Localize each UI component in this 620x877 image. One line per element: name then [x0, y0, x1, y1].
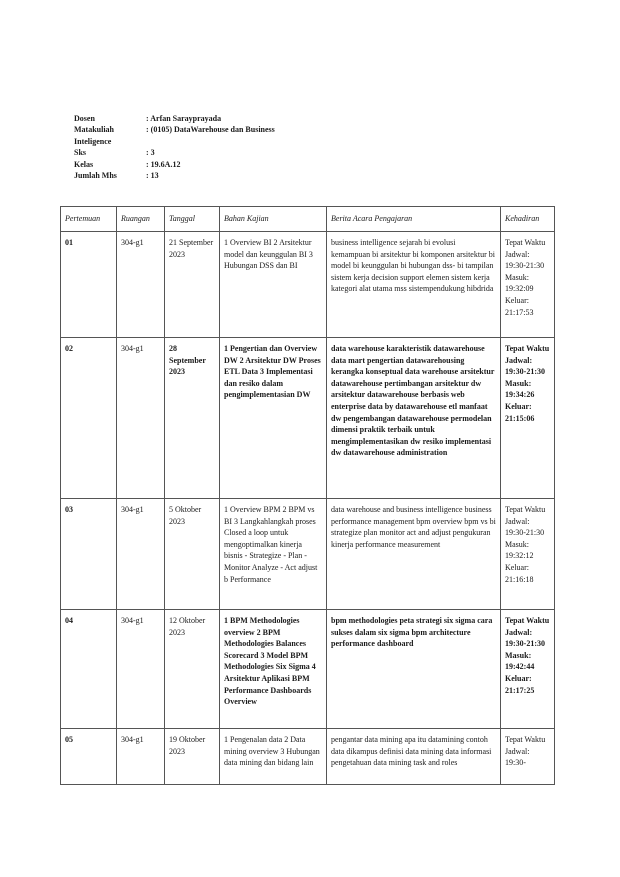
info-row-matakuliah — [74, 124, 374, 135]
header-bahan-kajian: Bahan Kajian — [220, 207, 327, 232]
ruangan-cell: 304-g1 — [117, 729, 165, 785]
header-ruangan: Ruangan — [117, 207, 165, 232]
schedule-table — [60, 206, 555, 785]
matakuliah-label: Matakuliah — [74, 125, 115, 135]
table-header-row — [61, 207, 555, 232]
pertemuan-cell: 02 — [61, 338, 117, 499]
dosen-label: Dosen — [74, 114, 95, 123]
table-row — [61, 499, 555, 610]
header-berita-acara: Berita Acara Pengajaran — [327, 207, 501, 232]
ruangan-cell: 304-g1 — [117, 338, 165, 499]
berita-acara-cell: business intelligence sejarah bi evolusi kemampuan bi arsitektur bi komponen arsitektur bi model bi keunggulan bi hubungan dss- bi tampilan sistem kerja decision support elemen sistem kerja kategori alat utama mss sistempendukung hibdrida — [327, 232, 501, 338]
matakuliah-value: : (0105) DataWarehouse dan Business — [146, 124, 374, 135]
berita-acara-cell: data warehouse and business intelligence business performance management bpm overview bpm vs bi strategize plan monitor act and adjust pengukuran kinerja performance measurement — [327, 499, 501, 610]
dosen-value: : Arfan Sarayprayada — [146, 113, 374, 124]
kehadiran-cell: Tepat Waktu Jadwal: 19:30-21:30 Masuk: 19:32:12 Keluar: 21:16:18 — [501, 499, 555, 610]
info-row-kelas — [74, 159, 374, 170]
jumlah-label: Jumlah Mhs — [74, 171, 117, 181]
info-row-jumlah — [74, 170, 374, 181]
header-tanggal: Tanggal — [165, 207, 220, 232]
matakuliah-value-continued: Inteligence — [74, 136, 112, 146]
info-row-sks — [74, 147, 374, 158]
tanggal-cell: 5 Oktober 2023 — [165, 499, 220, 610]
jumlah-value: : 13 — [146, 170, 374, 181]
bahan-kajian-cell: 1 Pengertian dan Overview DW 2 Arsitektur DW Proses ETL Data 3 Implementasi dan resiko dalam pengimplementasian DW — [220, 338, 327, 499]
sks-label: Sks — [74, 148, 87, 158]
tanggal-cell: 19 Oktober 2023 — [165, 729, 220, 785]
info-row-matakuliah-cont — [74, 136, 374, 147]
info-row-dosen — [74, 113, 374, 124]
table-row — [61, 729, 555, 785]
ruangan-cell: 304-g1 — [117, 232, 165, 338]
tanggal-cell: 12 Oktober 2023 — [165, 610, 220, 729]
kehadiran-cell: Tepat Waktu Jadwal: 19:30-21:30 Masuk: 19:34:26 Keluar: 21:15:06 — [501, 338, 555, 499]
ruangan-cell: 304-g1 — [117, 499, 165, 610]
pertemuan-cell: 04 — [61, 610, 117, 729]
kehadiran-cell: Tepat Waktu Jadwal: 19:30-21:30 Masuk: 19:32:09 Keluar: 21:17:53 — [501, 232, 555, 338]
pertemuan-cell: 03 — [61, 499, 117, 610]
course-info — [74, 113, 374, 181]
ruangan-cell: 304-g1 — [117, 610, 165, 729]
header-kehadiran: Kehadiran — [501, 207, 555, 232]
kelas-label: Kelas — [74, 159, 94, 169]
bahan-kajian-cell: 1 Overview BI 2 Arsitektur model dan keunggulan BI 3 Hubungan DSS dan BI — [220, 232, 327, 338]
bahan-kajian-cell: 1 BPM Methodologies overview 2 BPM Methodologies Balances Scorecard 3 Model BPM Methodologies Six Sigma 4 Arsitektur Aplikasi BPM Performance Dashboards Overview — [220, 610, 327, 729]
tanggal-cell: 21 September 2023 — [165, 232, 220, 338]
sks-value: : 3 — [146, 147, 374, 158]
berita-acara-cell: pengantar data mining apa itu datamining contoh data dikampus definisi data mining data informasi pengetahuan data mining task and roles — [327, 729, 501, 785]
pertemuan-cell: 01 — [61, 232, 117, 338]
bahan-kajian-cell: 1 Overview BPM 2 BPM vs BI 3 Langkahlangkah proses Closed a loop untuk mengoptimalkan kinerja bisnis - Strategize - Plan - Monitor Analyze - Act adjust b Performance — [220, 499, 327, 610]
berita-acara-cell: bpm methodologies peta strategi six sigma cara sukses dalam six sigma bpm architecture performance dashboard — [327, 610, 501, 729]
table-row — [61, 338, 555, 499]
kelas-value: : 19.6A.12 — [146, 159, 374, 170]
kehadiran-cell: Tepat Waktu Jadwal: 19:30-21:30 Masuk: 19:42:44 Keluar: 21:17:25 — [501, 610, 555, 729]
bahan-kajian-cell: 1 Pengenalan data 2 Data mining overview 3 Hubungan data mining dan bidang lain — [220, 729, 327, 785]
header-pertemuan: Pertemuan — [61, 207, 117, 232]
table-row — [61, 232, 555, 338]
tanggal-cell: 28 September 2023 — [165, 338, 220, 499]
table-row — [61, 610, 555, 729]
kehadiran-cell: Tepat Waktu Jadwal: 19:30- — [501, 729, 555, 785]
pertemuan-cell: 05 — [61, 729, 117, 785]
berita-acara-cell: data warehouse karakteristik datawarehouse data mart pengertian datawarehousing kerangka konseptual data warehouse arsitektur datawarehouse pertimbangan arsitektur dw arsitektur datawarehouse berbasis web enterprise data by datawarehouse etl manfaat dw pengembangan datawarehouse permodelan dimensi praktik terbaik untuk mengimplementasikan dw resiko implementasi dw datawarehouse administration — [327, 338, 501, 499]
